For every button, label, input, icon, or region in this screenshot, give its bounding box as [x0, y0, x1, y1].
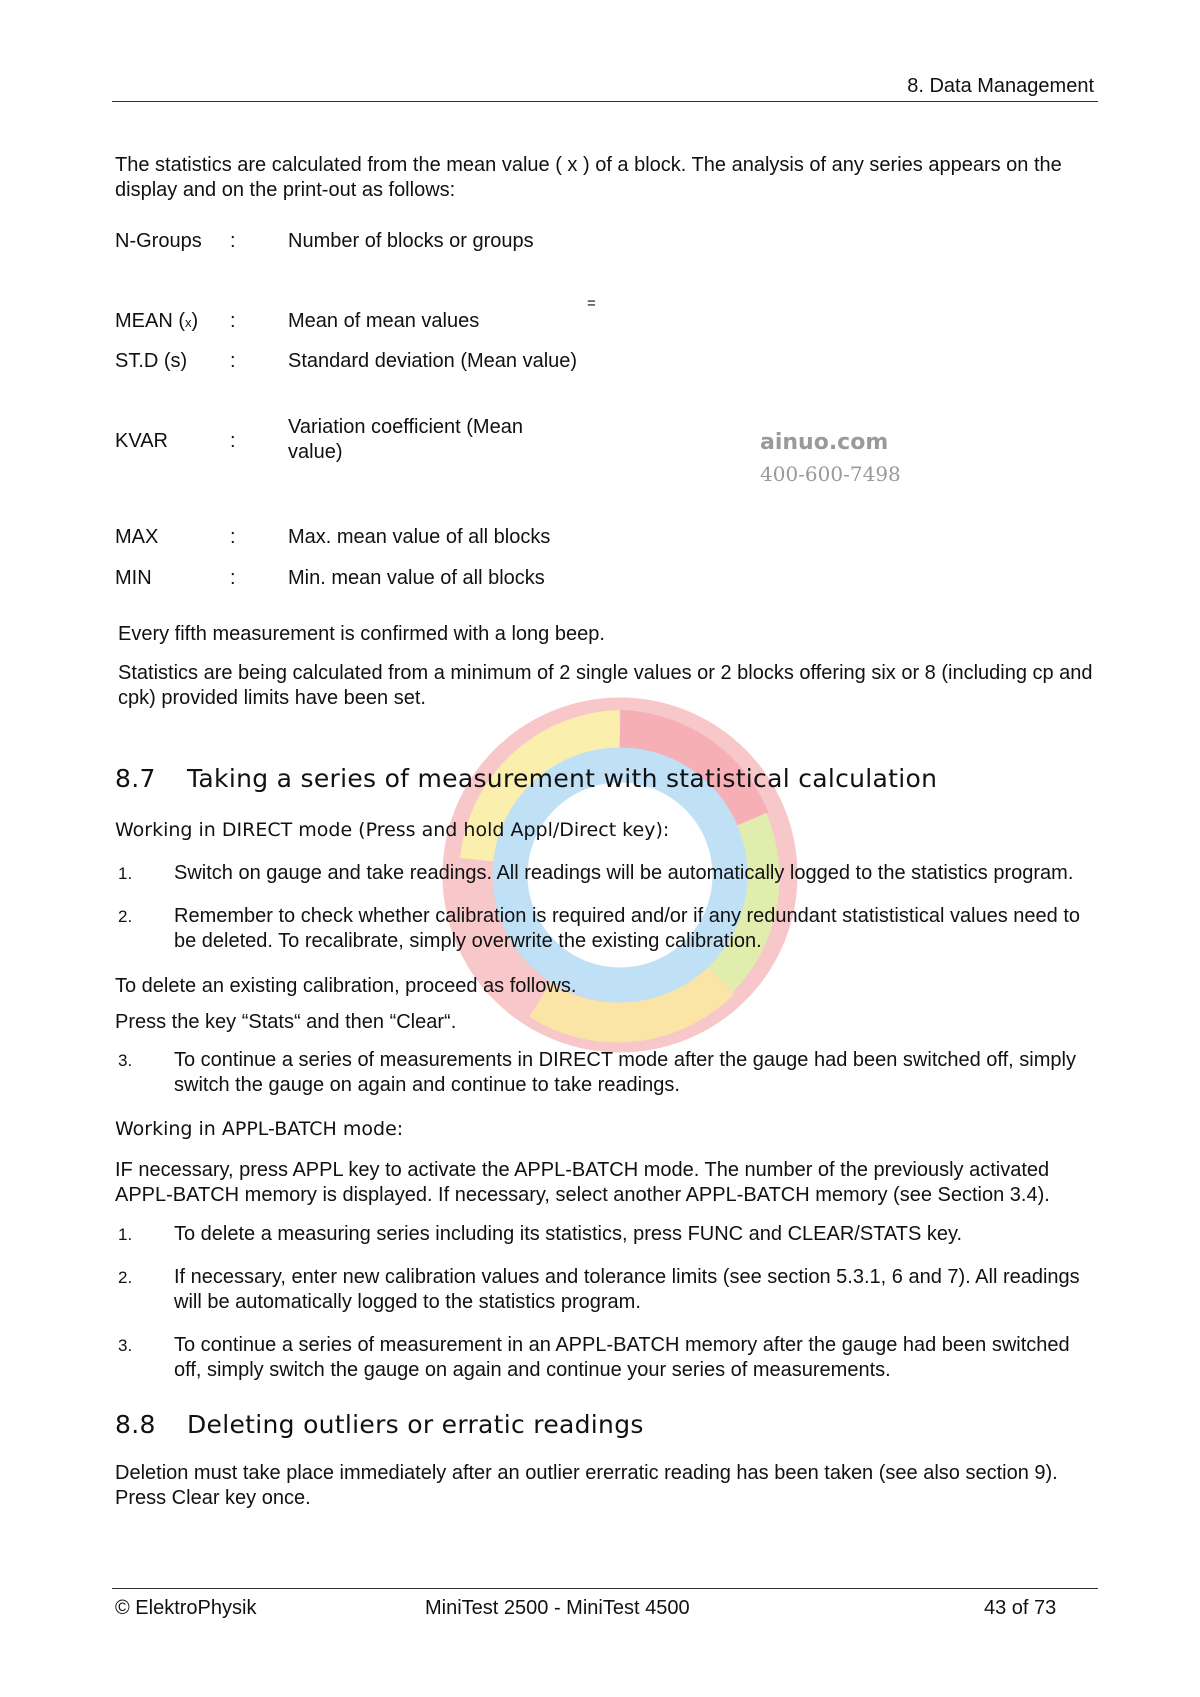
watermark-phone: 400-600-7498 [760, 462, 901, 486]
mean-bar-symbol: = [587, 295, 596, 312]
separator: : [230, 230, 236, 252]
definition: Standard deviation (Mean value) [288, 350, 578, 372]
footer-copyright: © ElektroPhysik [115, 1597, 257, 1619]
list-number: 2. [118, 907, 133, 926]
list-item [115, 1048, 1100, 1098]
section-8-8-heading [115, 1409, 1100, 1441]
separator: : [230, 350, 236, 372]
list-item-text: Switch on gauge and take readings. All readings will be automatically logged to the statistics program. [174, 862, 1074, 884]
definition: Mean of mean values [288, 310, 480, 332]
watermark-brand: ainuo.com [760, 430, 889, 455]
direct-mode-heading: Working in DIRECT mode (Press and hold Appl/Direct key): [115, 819, 670, 841]
list-item-text: To continue a series of measurements in DIRECT mode after the gauge had been switched off, simply switch the gauge on again and continue to take readings. [174, 1049, 1076, 1096]
term: ST.D (s) [115, 350, 188, 372]
list-number: 3. [118, 1336, 133, 1355]
definition: Max. mean value of all blocks [288, 526, 551, 548]
footer-rule [112, 1588, 1098, 1589]
list-item [115, 904, 1100, 954]
term: MAX [115, 526, 159, 548]
definition: Min. mean value of all blocks [288, 567, 545, 589]
list-item-text: If necessary, enter new calibration values and tolerance limits (see section 5.3.1, 6 and 7). All readings will be automatically logged to the statistics program. [174, 1266, 1080, 1313]
section-8-8-number: 8.8 [115, 1410, 156, 1439]
separator: : [230, 567, 236, 589]
term: MIN [115, 567, 152, 589]
page-number: 43 of 73 [984, 1597, 1057, 1619]
separator: : [230, 430, 236, 452]
list-item [115, 1265, 1100, 1315]
separator: : [230, 310, 236, 332]
header-rule [112, 101, 1098, 102]
intro-paragraph: The statistics are calculated from the mean value ( x ) of a block. The analysis of any series appears on the display and on the print-out as follows: [115, 154, 1062, 201]
list-number: 3. [118, 1051, 133, 1070]
stats-paragraph: Statistics are being calculated from a minimum of 2 single values or 2 blocks offering six or 8 (including cp and cpk) provided limits have been set. [118, 662, 1093, 709]
appl-batch-paragraph: IF necessary, press APPL key to activate the APPL-BATCH mode. The number of the previously activated APPL-BATCH memory is displayed. If necessary, select another APPL-BATCH memory (see Section 3.4). [115, 1159, 1050, 1206]
definition: Variation coefficient (Mean value) [288, 416, 523, 463]
term: MEAN (x) [115, 310, 199, 332]
list-item [115, 1222, 1100, 1247]
main-flow [115, 622, 1100, 1511]
beep-paragraph: Every fifth measurement is confirmed with a long beep. [118, 623, 605, 645]
list-item [115, 861, 1100, 886]
separator: : [230, 526, 236, 548]
running-header: 8. Data Management [907, 75, 1094, 97]
definition: Number of blocks or groups [288, 230, 534, 252]
deletion-paragraph: Deletion must take place immediately after an outlier ererratic reading has been taken (see also section 9). Press Clear key once. [115, 1462, 1058, 1509]
delete-calibration-paragraph: To delete an existing calibration, proceed as follows. [115, 975, 577, 997]
term: N-Groups [115, 230, 202, 252]
list-item-text: Remember to check whether calibration is required and/or if any redundant statististical values need to be deleted. To recalibrate, simply overwrite the existing calibration. [174, 905, 1081, 952]
press-key-paragraph: Press the key “Stats“ and then “Clear“. [115, 1011, 457, 1033]
appl-batch-heading: Working in APPL-BATCH mode: [115, 1118, 404, 1140]
list-number: 1. [118, 864, 133, 883]
section-8-7-title: Taking a series of measurement with statistical calculation [187, 764, 938, 793]
section-8-7-number: 8.7 [115, 764, 156, 793]
section-8-8-title: Deleting outliers or erratic readings [187, 1410, 644, 1439]
term: KVAR [115, 430, 168, 452]
section-8-7-heading [115, 763, 1100, 795]
list-number: 2. [118, 1268, 133, 1287]
list-item-text: To continue a series of measurement in an APPL-BATCH memory after the gauge had been switched off, simply switch the gauge on again and continue your series of measurements. [174, 1334, 1070, 1381]
list-item [115, 1333, 1100, 1383]
footer-product: MiniTest 2500 - MiniTest 4500 [425, 1597, 690, 1619]
list-item-text: To delete a measuring series including its statistics, press FUNC and CLEAR/STATS key. [174, 1223, 963, 1245]
list-number: 1. [118, 1225, 133, 1244]
